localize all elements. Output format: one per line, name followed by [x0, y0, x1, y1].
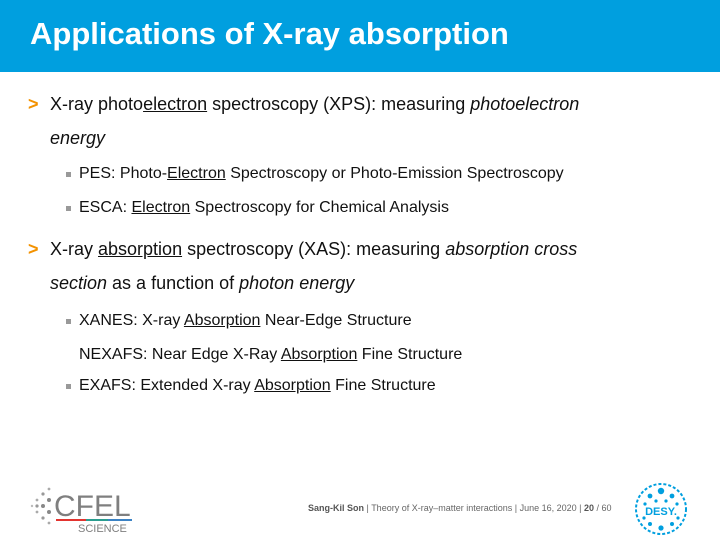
- subbullet-text: PES: Photo-: [79, 165, 168, 182]
- subbullet-text-underlined: Absorption: [183, 312, 261, 329]
- cfel-logo-subtext: SCIENCE: [78, 523, 127, 534]
- bullet-xps: [28, 87, 690, 155]
- subbullet-text: Near-Edge Structure: [260, 312, 412, 329]
- subbullet-marker: [66, 172, 71, 177]
- bullet-text: X-ray photo: [50, 94, 144, 114]
- footer-talk-title: Theory of X-ray–matter interactions: [371, 503, 513, 513]
- footer-date: June 16, 2020: [519, 503, 577, 513]
- bullet-text: as a function of: [107, 273, 240, 293]
- subbullet-pes: [79, 157, 699, 191]
- bullet-xas: [28, 232, 690, 300]
- subbullet-text: Spectroscopy or Photo-Emission Spectroscopy: [225, 165, 564, 182]
- subbullet-esca: [79, 191, 699, 225]
- bullet-marker: >: [28, 239, 39, 259]
- bullet-text-italic: section: [50, 273, 108, 293]
- footer-separator: |: [512, 503, 520, 513]
- footer-separator: |: [576, 503, 584, 513]
- desy-logo: [634, 482, 688, 536]
- bullet-text-italic: photon energy: [239, 273, 355, 293]
- bullet-text-underlined: electron: [143, 94, 208, 114]
- subbullet-text: Spectroscopy for Chemical Analysis: [190, 199, 449, 216]
- bullet-text-italic: absorption cross: [445, 239, 578, 259]
- desy-logo-text: DESY.: [645, 506, 677, 518]
- bullet-text-underlined: absorption: [98, 239, 183, 259]
- subbullet-text: Fine Structure: [330, 377, 436, 394]
- subbullet-text: EXAFS: Extended X-ray: [79, 377, 255, 394]
- footer-separator: |: [364, 503, 372, 513]
- subbullet-marker: [66, 384, 71, 389]
- slide-title: Applications of X-ray absorption: [30, 16, 509, 51]
- bullet-text-italic: photoelectron: [470, 94, 580, 114]
- footer-author: Sang-Kil Son: [308, 503, 364, 513]
- subbullet-text: NEXAFS: Near Edge X-Ray: [79, 346, 281, 363]
- subbullet-text-underlined: Absorption: [254, 377, 331, 394]
- subbullet-text: XANES: X-ray: [79, 312, 184, 329]
- subbullet-marker: [66, 206, 71, 211]
- footer-page-number: 20: [584, 503, 595, 513]
- subbullet-text-underlined: Absorption: [280, 346, 358, 363]
- cfel-dots-icon: [31, 488, 51, 525]
- subbullet-marker: [66, 319, 71, 324]
- subbullet-exafs: [79, 369, 699, 403]
- bullet-text: spectroscopy (XAS): measuring: [182, 239, 446, 259]
- title-bar: [0, 0, 720, 72]
- bullet-text: X-ray: [50, 239, 99, 259]
- bullet-text: spectroscopy (XPS): measuring: [207, 94, 471, 114]
- bullet-text-italic: energy: [50, 128, 106, 148]
- subbullet-xanes: [79, 304, 699, 372]
- cfel-logo: [28, 484, 138, 534]
- subbullet-text-underlined: Electron: [167, 165, 226, 182]
- cfel-logo-text: CFEL: [54, 490, 131, 523]
- subbullet-text: ESCA:: [79, 199, 132, 216]
- slide-footer: [308, 503, 612, 513]
- bullet-marker: >: [28, 94, 39, 114]
- subbullet-text-underlined: Electron: [131, 199, 191, 216]
- footer-page-total: / 60: [594, 503, 612, 513]
- subbullet-text: Fine Structure: [357, 346, 463, 363]
